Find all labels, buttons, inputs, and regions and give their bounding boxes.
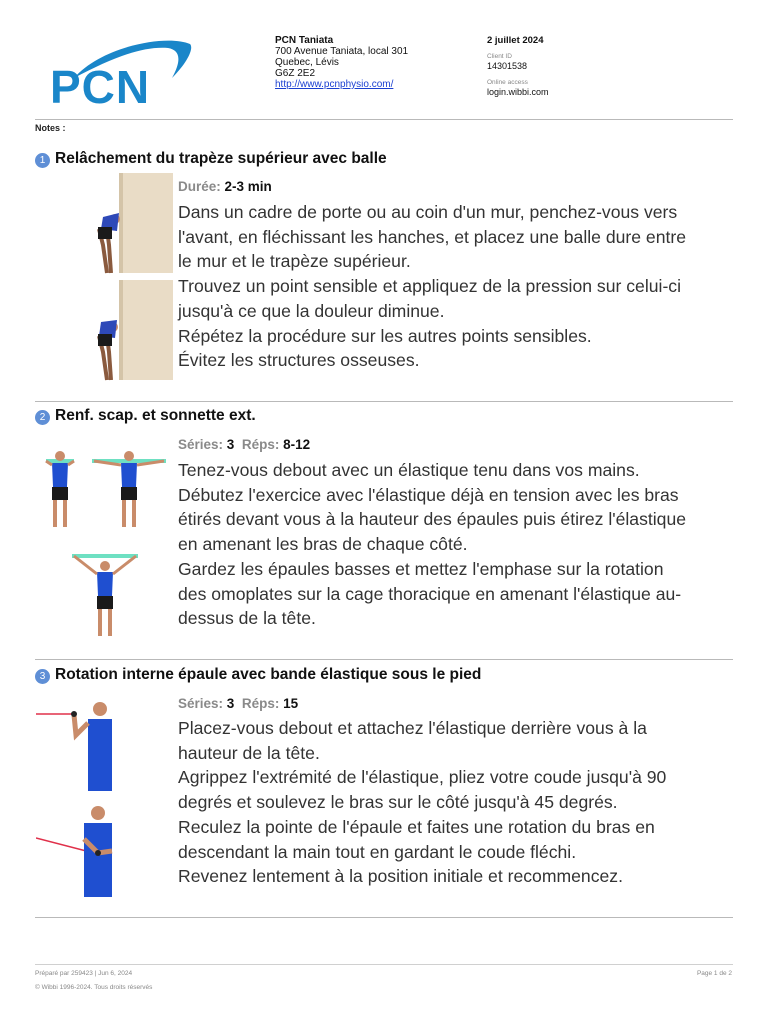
sets-value: 3 [226, 437, 235, 452]
description-line: Répétez la procédure sur les autres points sensibles. [178, 325, 592, 346]
description-line: l'avant, en fléchissant les hanches, et placez une balle dure entre [178, 226, 687, 247]
online-access-label: Online access [487, 79, 528, 86]
duration-label: Durée: [178, 179, 221, 194]
clinic-info [275, 35, 408, 90]
exercise-3-image-2 [36, 803, 120, 899]
exercise-title-text: Renf. scap. et sonnette ext. [55, 407, 256, 424]
online-access: login.wibbi.com [487, 87, 549, 97]
description-line: Tenez-vous debout avec un élastique tenu dans vos mains. [178, 460, 640, 480]
clinic-address: 700 Avenue Taniata, local 301 [275, 46, 409, 57]
exercise-title-text: Rotation interne épaule avec bande élastique sous le pied [55, 666, 482, 683]
description-line: Dans un cadre de porte ou au coin d'un mur, penchez-vous vers [178, 202, 678, 222]
divider [35, 401, 733, 402]
description-line: Agrippez l'extrémité de l'élastique, pliez votre coude jusqu'à 90 [178, 767, 667, 788]
description-line: Revenez lentement à la position initiale et recommencez. [178, 866, 623, 887]
exercise-1-image-1 [93, 173, 173, 275]
description-line: des omoplates sur la cage thoracique en amenant l'élastique au- [178, 583, 682, 604]
exercise-3-image-1 [36, 697, 120, 793]
description-line: étirés devant vous à la hauteur des épaules puis étirez l'élastique [178, 509, 687, 530]
description-line: Reculez la pointe de l'épaule et faites une rotation du bras en [178, 816, 655, 837]
client-id: 14301538 [487, 61, 528, 71]
footer-prepared: Préparé par 259423 | Jun 6, 2024 [35, 970, 133, 977]
exercise-1-title [35, 150, 387, 168]
logo-text: PCN [50, 61, 151, 113]
description-line: Débutez l'exercice avec l'élastique déjà en tension avec les bras [178, 484, 679, 505]
pcn-logo [50, 38, 195, 113]
exercise-1-image-2 [93, 280, 173, 382]
description-line: descendant la main tout en gardant le coude fléchi. [178, 841, 577, 862]
document-date: 2 juillet 2024 [487, 35, 544, 46]
exercise-number-badge: 3 [35, 669, 50, 684]
exercise-2-description [178, 458, 733, 631]
description-line: jusqu'à ce que la douleur diminue. [178, 300, 445, 321]
clinic-postal: G6Z 2E2 [275, 68, 316, 79]
clinic-name: PCN Taniata [275, 35, 334, 46]
description-line: degrés et soulevez le bras sur le côté jusqu'à 45 degrés. [178, 792, 618, 813]
sets-label: Séries: [178, 696, 224, 711]
description-line: hauteur de la tête. [178, 742, 320, 763]
footer-page-number: Page 1 de 2 [696, 970, 732, 977]
divider [35, 119, 733, 120]
exercise-2-title [35, 407, 256, 425]
duration-value: 2-3 min [224, 179, 272, 194]
reps-label: Réps: [241, 696, 280, 711]
footer-copyright: © Wibbi 1996-2024. Tous droits réservés [35, 984, 153, 991]
clinic-website-link[interactable]: http://www.pcnphysio.com/ [275, 79, 394, 90]
description-line: en amenant les bras de chaque côté. [178, 534, 468, 555]
exercise-2-image-1 [40, 447, 80, 533]
reps-value: 15 [283, 696, 299, 711]
exercise-number-badge: 1 [35, 153, 50, 168]
client-id-label: Client ID [487, 53, 512, 60]
exercise-3-params [178, 696, 298, 711]
footer-divider [35, 964, 733, 965]
exercise-1-params [178, 179, 272, 194]
description-line: Gardez les épaules basses et mettez l'emphase sur la rotation [178, 558, 664, 579]
exercise-3-description [178, 716, 733, 889]
reps-value: 8-12 [283, 437, 311, 452]
divider [35, 917, 733, 918]
description-line: dessus de la tête. [178, 608, 316, 629]
document-meta [487, 35, 549, 98]
exercise-number-badge: 2 [35, 410, 50, 425]
reps-label: Réps: [241, 437, 280, 452]
sets-label: Séries: [178, 437, 224, 452]
exercise-1-description [178, 200, 733, 373]
exercise-title-text: Relâchement du trapèze supérieur avec balle [55, 150, 387, 167]
description-line: Trouvez un point sensible et appliquez de la pression sur celui-ci [178, 276, 682, 297]
description-line: Placez-vous debout et attachez l'élastique derrière vous à la [178, 718, 647, 738]
description-line: le mur et le trapèze supérieur. [178, 251, 411, 272]
sets-value: 3 [226, 696, 235, 711]
notes-label: Notes : [35, 123, 66, 133]
clinic-city: Quebec, Lévis [275, 57, 339, 68]
exercise-2-params [178, 437, 310, 452]
divider [35, 659, 733, 660]
exercise-2-image-2 [90, 447, 168, 533]
exercise-2-image-3 [66, 548, 144, 638]
description-line: Évitez les structures osseuses. [178, 350, 420, 371]
exercise-3-title [35, 666, 481, 684]
